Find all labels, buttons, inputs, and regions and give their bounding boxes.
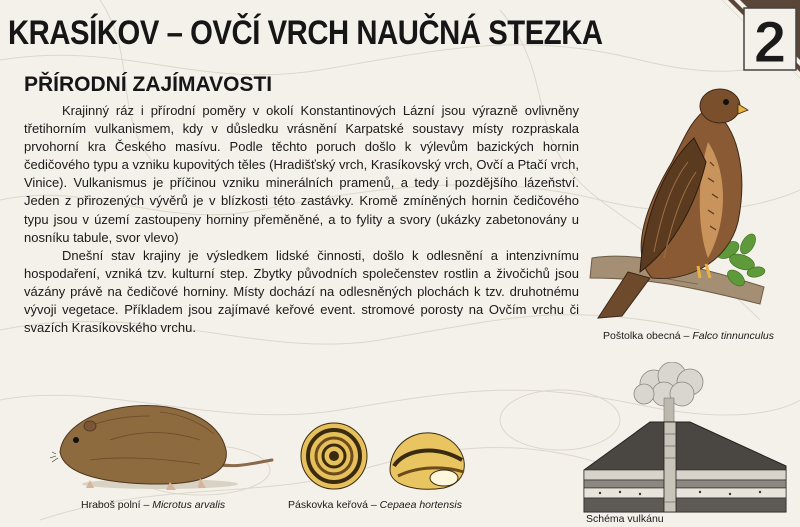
kestrel-latin-name: Falco tinnunculus bbox=[692, 330, 775, 342]
volcano-schema-illustration bbox=[580, 362, 790, 514]
volcano-caption: Schéma vulkánu bbox=[586, 513, 664, 525]
snail-latin-name: Cepaea hortensis bbox=[379, 499, 462, 511]
body-paragraph-2: Dnešní stav krajiny je výsledkem lidské činnosti, došlo k odlesnění a intenzivnímu hospodaření, vzniká tzv. kulturní step. Zbytky původních společenstev rostlin a živočichů jsou vázány právě na čedičové horniny. Místy dochází na odlesněných plochách k tzv. druhotnému vývoji vegetace. Příkladem jsou zajímavé keřové event. stromové porosty na Ovčím vrchu či svazích Krasíkovského vrchu. bbox=[24, 247, 579, 336]
vole-illustration bbox=[50, 400, 275, 492]
body-paragraph-1: Krajinný ráz i přírodní poměry v okolí Konstantinových Lázní jsou výrazně ovlivněny třetihorním vulkanismem, kdy v důsledku vrásnění Karpatské soustavy místy rozpraskala prvohorní kra Českého masívu. Podle těchto poruch došlo k výlevům bazických hornin čedičového typu a vzniku kupovitých těles (Hradišťský vrch, Krasíkovský vrch, Ovčí a Ptačí vrch, Vinice). Vulkanismus je příčinou vzniku minerálních pramenů, a tedy i pozdějšího lázeňství. Jeden z přirozených vývěrů je v blízkosti této zastávky. Kromě zmíněných hornin čedičového typu jsou v území zastoupeny horniny přeměněné, a to fylity a svory (ukázky zabetonovány u nosníku tabule, svor vlevo) bbox=[24, 103, 579, 245]
section-heading: PŘÍRODNÍ ZAJÍMAVOSTI bbox=[24, 73, 273, 96]
stop-number: 2 bbox=[753, 10, 787, 75]
vole-latin-name: Microtus arvalis bbox=[152, 499, 226, 511]
kestrel-caption bbox=[603, 330, 774, 342]
snail-shell-side bbox=[390, 433, 464, 489]
page-title: KRASÍKOV – OVČÍ VRCH NAUČNÁ STEZKA bbox=[8, 14, 603, 52]
kestrel-common-name: Poštolka obecná – bbox=[603, 330, 693, 342]
vole-common-name: Hraboš polní – bbox=[81, 499, 153, 511]
stop-number-badge bbox=[722, 0, 800, 78]
snail-shells-illustration bbox=[294, 420, 474, 492]
snail-common-name: Páskovka keřová – bbox=[288, 499, 380, 511]
kestrel-illustration bbox=[588, 82, 768, 322]
body-text bbox=[24, 102, 579, 337]
snail-shell-front bbox=[301, 423, 367, 489]
vole-caption bbox=[81, 499, 225, 511]
snail-caption bbox=[288, 499, 462, 511]
